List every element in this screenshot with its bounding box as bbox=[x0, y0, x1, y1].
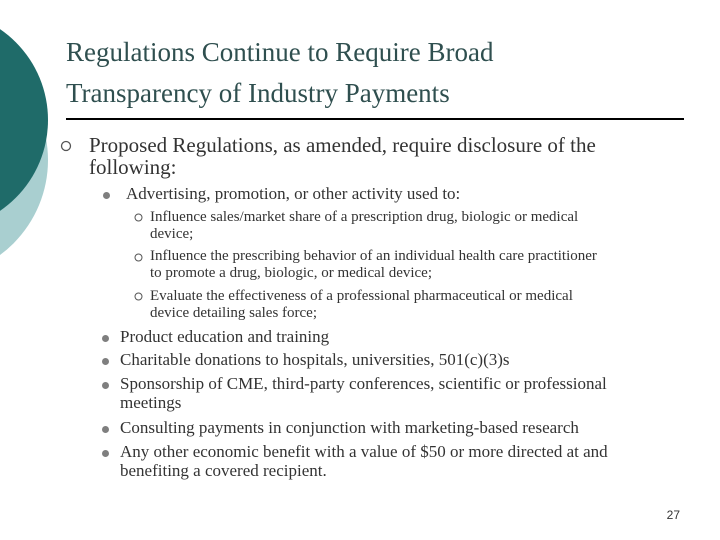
advertising-label: Advertising, promotion, or other activity used to: bbox=[126, 184, 461, 203]
subitem-3-line-1: Evaluate the effectiveness of a professional pharmaceutical or medical bbox=[150, 288, 573, 304]
level1-line-1: Proposed Regulations, as amended, require disclosure of the bbox=[89, 133, 596, 157]
subitem-1-line-1: Influence sales/market share of a prescription drug, biologic or medical bbox=[150, 209, 579, 225]
subitem-1 bbox=[150, 209, 695, 243]
list-item-line-1: Product education and training bbox=[120, 327, 330, 346]
title-line-2: Transparency of Industry Payments bbox=[66, 78, 450, 108]
list-item-product-education bbox=[120, 327, 705, 346]
filled-dot-bullet-icon bbox=[102, 382, 109, 389]
hollow-circle-bullet-icon bbox=[134, 253, 143, 262]
hollow-circle-bullet-icon bbox=[60, 140, 72, 152]
list-item-other-benefit bbox=[120, 442, 705, 480]
subitem-2-line-2: to promote a drug, biologic, or medical device; bbox=[150, 265, 432, 281]
level1-line-2: following: bbox=[89, 155, 177, 179]
filled-dot-bullet-icon bbox=[102, 426, 109, 433]
filled-dot-bullet-icon bbox=[102, 335, 109, 342]
subitem-2-line-1: Influence the prescribing behavior of an individual health care practitioner bbox=[150, 248, 597, 264]
subitem-2 bbox=[150, 248, 695, 282]
list-item-line-2: benefiting a covered recipient. bbox=[120, 461, 327, 480]
level1-text bbox=[89, 134, 709, 178]
filled-dot-bullet-icon bbox=[103, 192, 110, 199]
list-item-line-1: Sponsorship of CME, third-party conferences, scientific or professional bbox=[120, 374, 607, 393]
subitem-3-line-2: device detailing sales force; bbox=[150, 305, 318, 321]
list-item-line-1: Any other economic benefit with a value of $50 or more directed at and bbox=[120, 442, 608, 461]
title-underline bbox=[66, 118, 684, 120]
page-number: 27 bbox=[666, 508, 680, 522]
filled-dot-bullet-icon bbox=[102, 358, 109, 365]
list-item-line-2: meetings bbox=[120, 393, 182, 412]
list-item-line-1: Consulting payments in conjunction with marketing-based research bbox=[120, 418, 579, 437]
list-item-charitable-donations bbox=[120, 350, 705, 369]
list-item-consulting-payments bbox=[120, 418, 705, 437]
list-item-line-1: Charitable donations to hospitals, universities, 501(c)(3)s bbox=[120, 350, 510, 369]
hollow-circle-bullet-icon bbox=[134, 292, 143, 301]
subitem-3 bbox=[150, 288, 695, 322]
list-item-sponsorship bbox=[120, 374, 705, 412]
title-line-1: Regulations Continue to Require Broad bbox=[66, 37, 494, 67]
filled-dot-bullet-icon bbox=[102, 450, 109, 457]
subitem-1-line-2: device; bbox=[150, 226, 194, 242]
slide-title bbox=[66, 32, 696, 114]
decorative-circles bbox=[0, 0, 60, 280]
hollow-circle-bullet-icon bbox=[134, 213, 143, 222]
